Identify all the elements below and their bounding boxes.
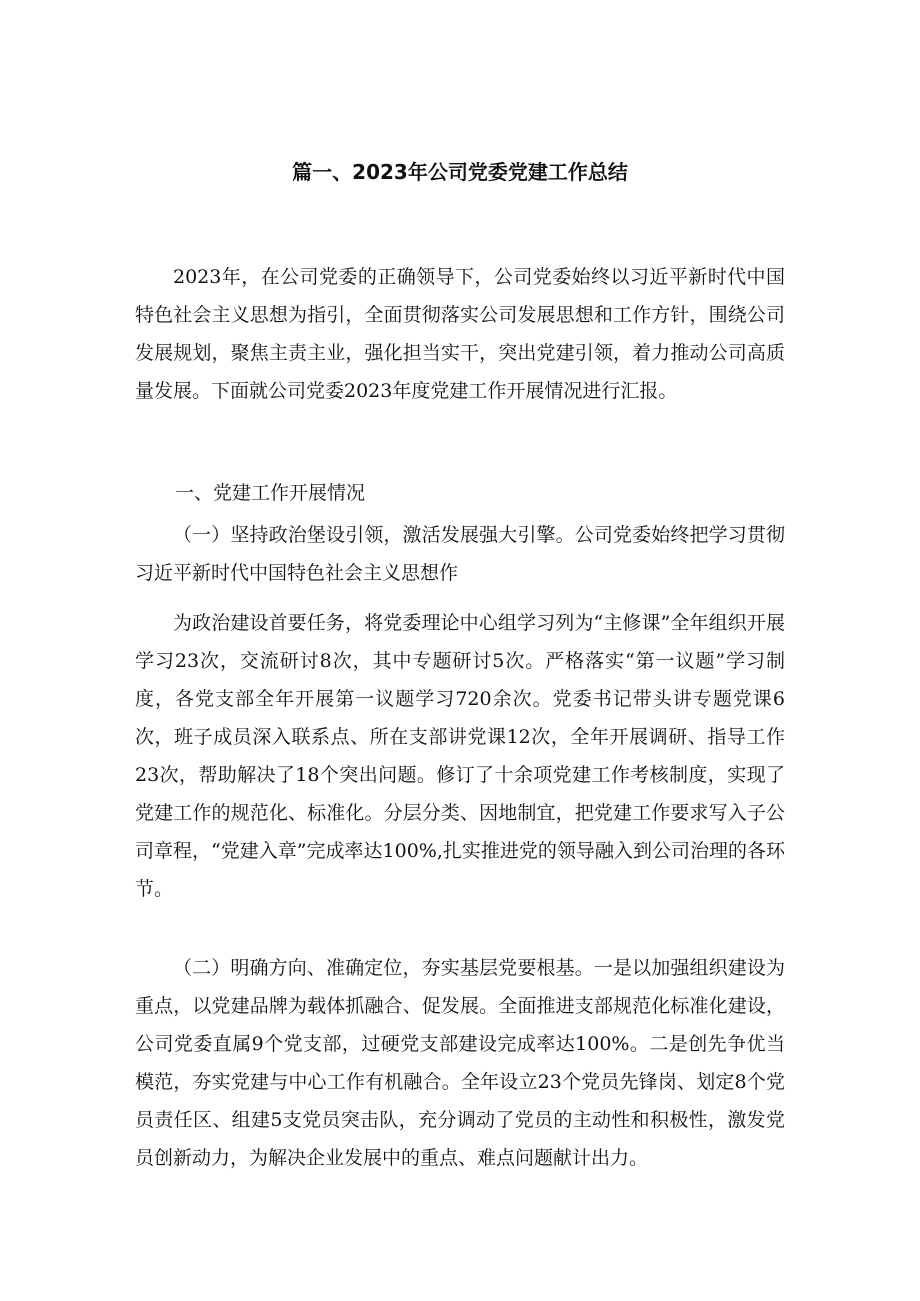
item1-body-paragraph: 为政治建设首要任务，将党委理论中心组学习列为“主修课”全年组织开展学习23次，交流研讨8次，其中专题研讨5次。严格落实“第一议题”学习制度，各党支部全年开展第一议题学习720余次。党委书记带头讲专题党课6次，班子成员深入联系点、所在支部讲党课12次，全年开展调研、指导工作23次，帮助解决了18个突出问题。修订了十余项党建工作考核制度，实现了党建工作的规范化、标准化。分层分类、因地制宜，把党建工作要求写入子公司章程，“党建入章”完成率达100%,扎实推进党的领导融入到公司治理的各环节。: [135, 612, 785, 900]
item2-paragraph: （二）明确方向、准确定位，夯实基层党要根基。一是以加强组织建设为重点，以党建品牌为载体抓融合、促发展。全面推进支部规范化标准化建设，公司党委直属9个党支部，过硬党支部建设完成率达100%。二是创先争优当模范，夯实党建与中心工作有机融合。全年设立23个党员先锋岗、划定8个党员责任区、组建5支党员突击队，充分调动了党员的主动性和积极性，激发党员创新动力，为解决企业发展中的重点、难点问题献计出力。: [135, 957, 785, 1169]
item1-lead-paragraph: （一）坚持政治堡设引领，激活发展强大引擎。公司党委始终把学习贯彻习近平新时代中国特色社会主义思想作: [135, 524, 785, 584]
document-title: 篇一、2023年公司党委党建工作总结: [292, 160, 628, 184]
intro-paragraph: 2023年，在公司党委的正确领导下，公司党委始终以习近平新时代中国特色社会主义思想为指引，全面贯彻落实公司发展思想和工作方针，围绕公司发展规划，聚焦主责主业，强化担当实干，突出党建引领，着力推动公司高质量发展。下面就公司党委2023年度党建工作开展情况进行汇报。: [135, 266, 785, 402]
section-heading: 一、党建工作开展情况: [175, 482, 366, 504]
